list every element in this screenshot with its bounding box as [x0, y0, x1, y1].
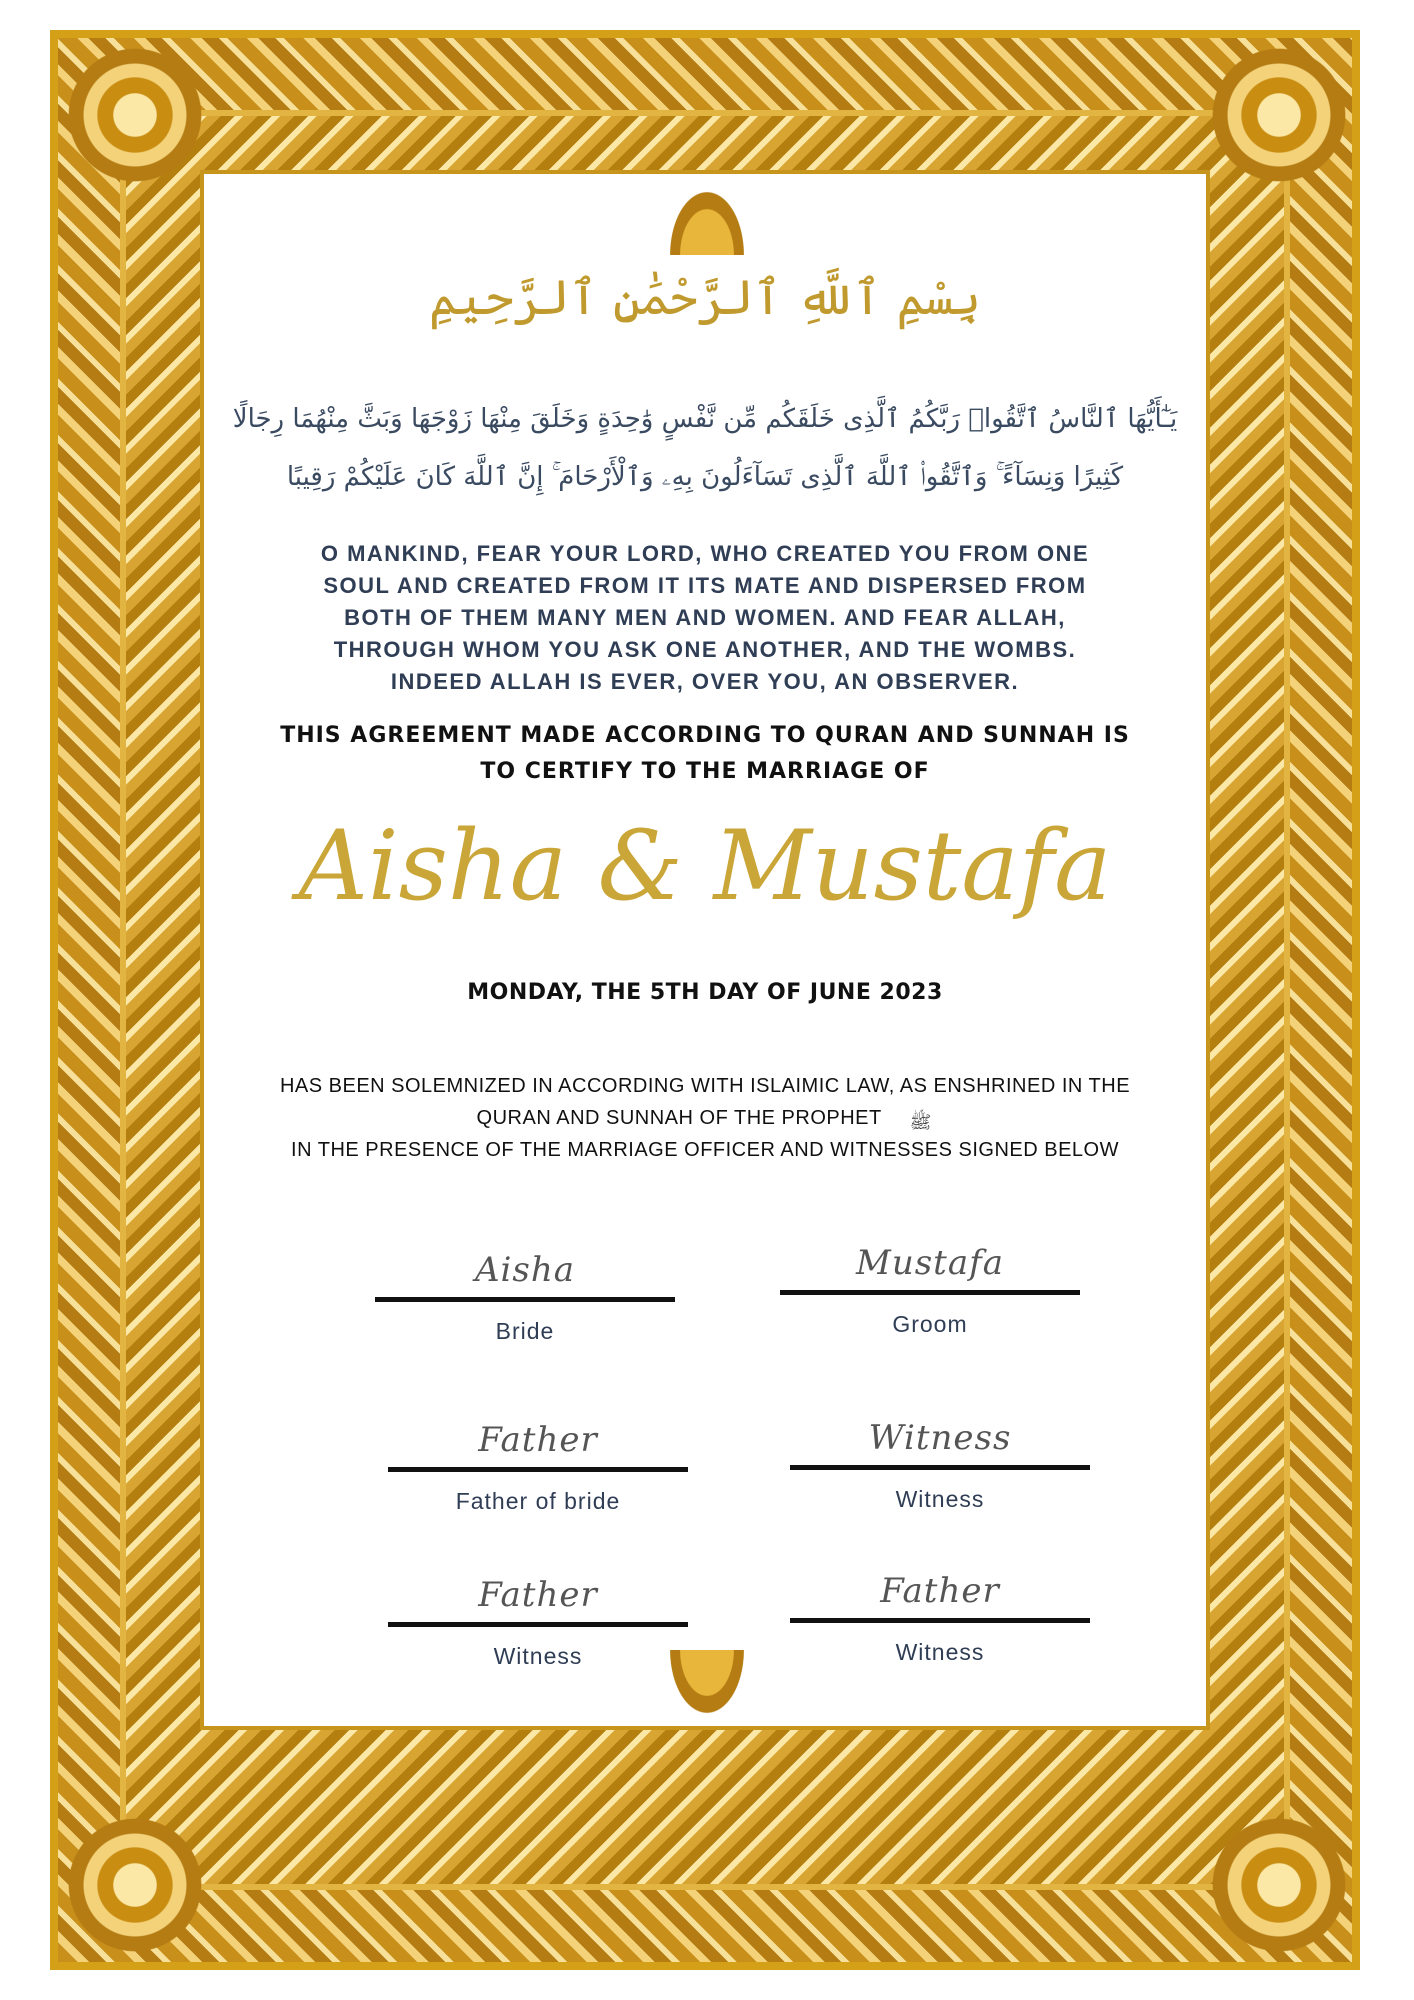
- signature-line: [388, 1622, 688, 1627]
- translation-line-1: O MANKIND, FEAR YOUR LORD, WHO CREATED YOU FROM ONE: [320, 541, 1090, 566]
- signature-line: [790, 1618, 1090, 1623]
- basmala-calligraphy: بِسْمِ ٱللَّهِ ٱلرَّحْمَٰنِ ٱلرَّحِيمِ: [428, 270, 982, 326]
- agreement-line-1: THIS AGREEMENT MADE ACCORDING TO QURAN AND SUNNAH IS: [280, 723, 1130, 748]
- solemnization-statement: [210, 1070, 1200, 1166]
- arabic-verse-line-2: كَثِيرًا وَنِسَآءً ۚ وَٱتَّقُوا۟ ٱللَّهَ ٱلَّذِى تَسَآءَلُونَ بِهِۦ وَٱلْأَرْحَامَ ۚ إِنَّ ٱللَّهَ كَانَ عَلَيْكُمْ رَقِيبًا: [286, 462, 1124, 492]
- signature-father-of-bride: [388, 1415, 688, 1515]
- agreement-statement: [240, 718, 1170, 790]
- solemn-line-2: [210, 1102, 1200, 1134]
- signature-role: Father of bride: [455, 1488, 621, 1514]
- signature-script: Witness: [868, 1418, 1012, 1458]
- verse-translation: [240, 538, 1170, 698]
- solemn-line-3: IN THE PRESENCE OF THE MARRIAGE OFFICER AND WITNESSES SIGNED BELOW: [291, 1139, 1119, 1161]
- arabic-verse-line-1: يَـٰٓأَيُّهَا ٱلنَّاسُ ٱتَّقُوا۟ رَبَّكُمُ ٱلَّذِى خَلَقَكُم مِّن نَّفْسٍ وَٰحِدَةٍ وَخَلَقَ مِنْهَا زَوْجَهَا وَبَثَّ مِنْهُمَا رِجَالًا: [232, 404, 1178, 434]
- signature-witness-3: [790, 1566, 1090, 1666]
- signature-witness-2: [388, 1570, 688, 1670]
- translation-line-4: THROUGH WHOM YOU ASK ONE ANOTHER, AND THE WOMBS.: [333, 637, 1077, 662]
- signature-role: Witness: [895, 1639, 985, 1665]
- signature-script: Mustafa: [856, 1243, 1004, 1283]
- signature-role: Groom: [892, 1311, 968, 1337]
- signature-line: [790, 1465, 1090, 1470]
- signature-witness-1: [790, 1413, 1090, 1513]
- signature-bride: [375, 1245, 675, 1345]
- corner-ornament-top-right: [1204, 40, 1354, 190]
- certificate-content: [200, 170, 1210, 1730]
- agreement-line-2: TO CERTIFY TO THE MARRIAGE OF: [480, 759, 930, 784]
- signature-role: Witness: [895, 1486, 985, 1512]
- arabic-verse: [230, 390, 1180, 506]
- signature-script: Aisha: [474, 1250, 576, 1290]
- marriage-date: MONDAY, THE 5TH DAY OF JUNE 2023: [467, 980, 943, 1005]
- signature-script: Father: [478, 1420, 598, 1460]
- translation-line-5: INDEED ALLAH IS EVER, OVER YOU, AN OBSERVER.: [390, 669, 1020, 694]
- solemn-line-1: HAS BEEN SOLEMNIZED IN ACCORDING WITH ISLAIMIC LAW, AS ENSHRINED IN THE: [279, 1075, 1131, 1097]
- pbuh-calligraphy-icon: ﷺ: [909, 1111, 932, 1132]
- signature-line: [388, 1467, 688, 1472]
- signature-script: Father: [880, 1571, 1000, 1611]
- couple-names: Aisha & Mustafa: [298, 810, 1112, 922]
- signature-groom: [780, 1238, 1080, 1338]
- translation-line-2: SOUL AND CREATED FROM IT ITS MATE AND DISPERSED FROM: [323, 573, 1087, 598]
- corner-ornament-bottom-right: [1204, 1810, 1354, 1960]
- signature-line: [375, 1297, 675, 1302]
- solemn-line-2-text: QURAN AND SUNNAH OF THE PROPHET: [476, 1107, 882, 1129]
- signature-role: Witness: [493, 1643, 583, 1669]
- corner-ornament-top-left: [60, 40, 210, 190]
- corner-ornament-bottom-left: [60, 1810, 210, 1960]
- translation-line-3: BOTH OF THEM MANY MEN AND WOMEN. AND FEAR ALLAH,: [344, 605, 1066, 630]
- signature-line: [780, 1290, 1080, 1295]
- signature-script: Father: [478, 1575, 598, 1615]
- signature-role: Bride: [495, 1318, 555, 1344]
